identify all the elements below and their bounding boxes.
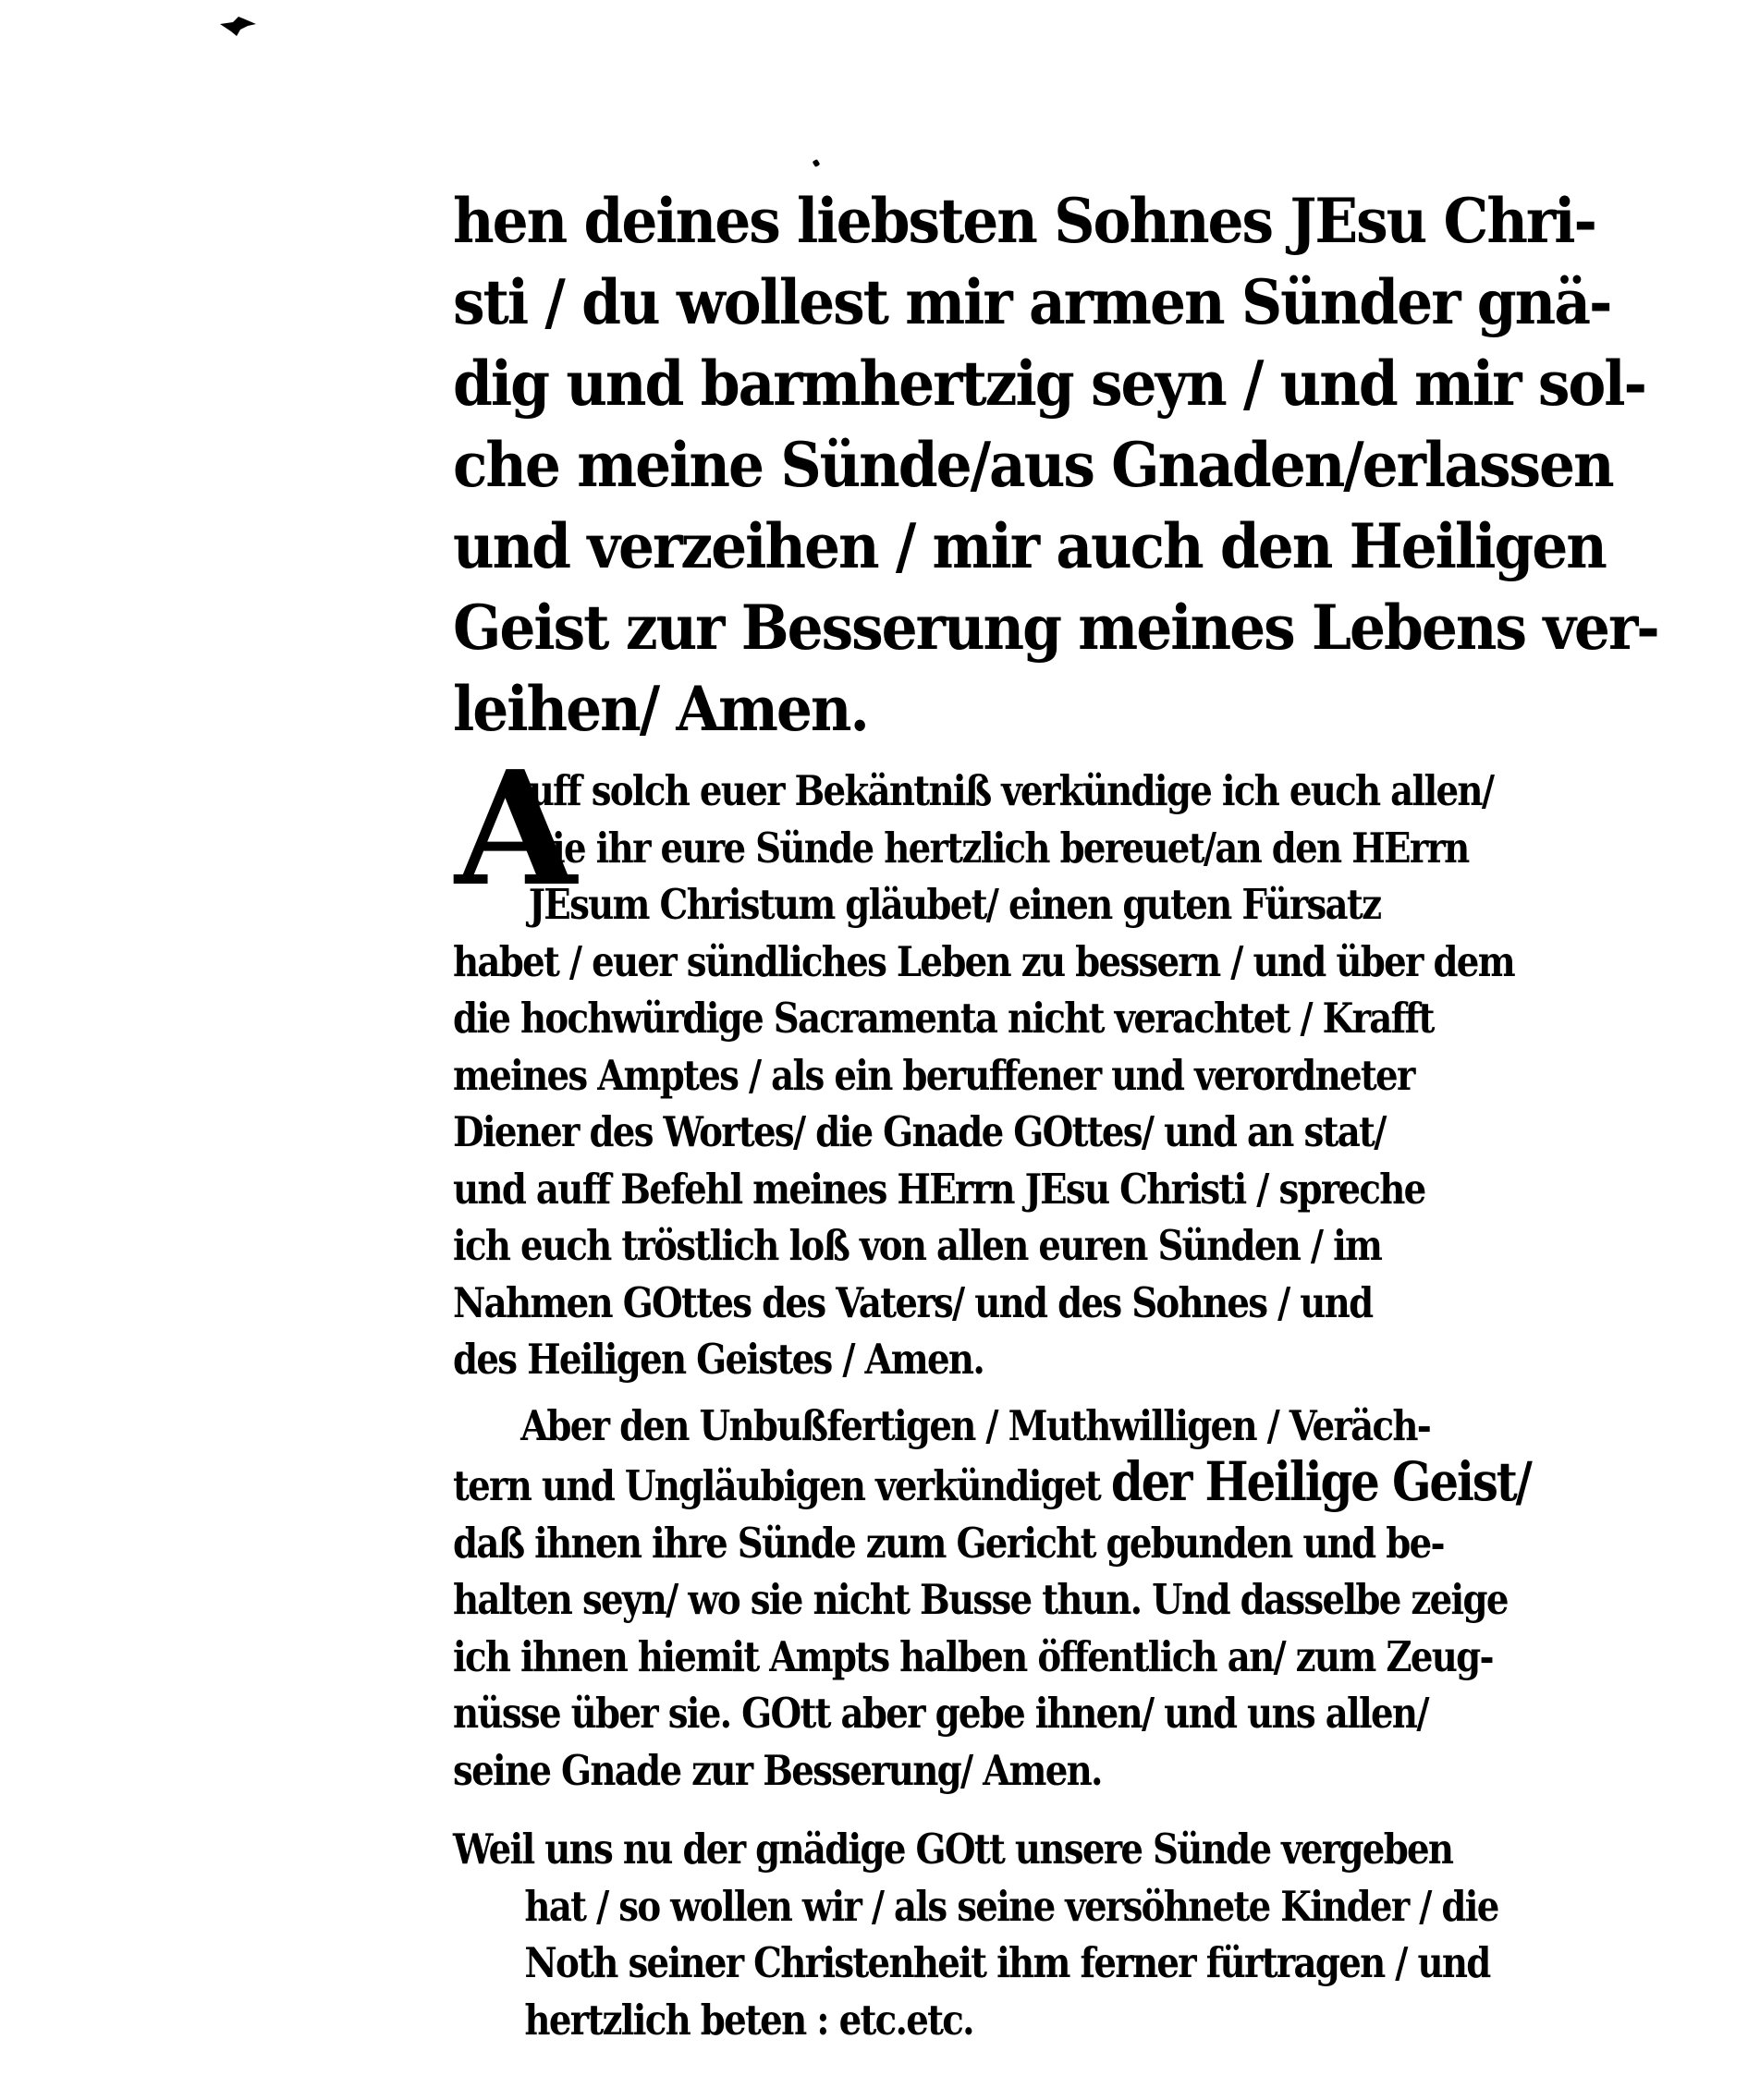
prayer-ending-block <box>453 180 1658 750</box>
document-page <box>453 180 1658 2048</box>
retention-line: daß ihnen ihre Sünde zum Gericht gebunden und be- <box>453 1518 1444 1568</box>
prayer-line: hen deines liebsten Sohnes JEsu Chri- <box>453 185 1595 257</box>
absolution-line: des Heiligen Geistes / Amen. <box>453 1335 984 1384</box>
prayer-line: leihen/ Amen. <box>453 673 868 745</box>
absolution-line: und auff Befehl meines HErrn JEsu Christi / spreche <box>453 1164 1425 1214</box>
prayer-line: und verzeihen / mir auch den Heiligen <box>453 510 1606 582</box>
prayer-line: sti / du wollest mir armen Sünder gnä- <box>453 266 1611 338</box>
transition-line: Weil uns nu der gnädige GOtt unsere Sünde vergeben <box>453 1825 1453 1874</box>
absolution-paragraph <box>453 737 1636 1388</box>
absolution-line: Diener des Wortes/ die Gnade GOttes/ und an stat/ <box>453 1107 1386 1156</box>
transition-line: hat / so wollen wir / als seine versöhnete Kinder / die <box>524 1881 1498 1931</box>
prayer-line: che meine Sünde/aus Gnaden/erlassen <box>453 429 1613 501</box>
absolution-line: habet / euer sündliches Leben zu bessern / und über dem <box>453 936 1514 986</box>
retention-line: seine Gnade zur Besserung/ Amen. <box>453 1745 1102 1795</box>
transition-line: Noth seiner Christenheit ihm ferner fürtragen / und <box>524 1938 1490 1987</box>
retention-line: nüsse über sie. GOtt aber gebe ihnen/ und uns allen/ <box>453 1689 1428 1738</box>
retention-line: halten seyn/ wo sie nicht Busse thun. Und dasselbe zeige <box>453 1575 1508 1624</box>
absolution-line: die hochwürdige Sacramenta nicht verachtet / Krafft <box>453 994 1434 1043</box>
prayer-line: Geist zur Besserung meines Lebens ver- <box>453 592 1658 664</box>
prayer-line: dig und barmhertzig seyn / und mir sol- <box>453 348 1645 420</box>
retention-line: Aber den Unbußfertigen / Muthwilligen / Veräch- <box>520 1400 1431 1450</box>
absolution-line: meines Amptes / als ein beruffener und verordneter <box>453 1050 1414 1100</box>
drop-cap-letter: A <box>455 737 577 922</box>
absolution-line: ich euch tröstlich loß von allen euren Sünden / im <box>453 1221 1382 1270</box>
printer-fleuron-icon <box>220 17 257 37</box>
transition-line: hertzlich beten : etc.etc. <box>524 1995 973 2045</box>
retention-line-text: tern und Ungläubigen verkündiget <box>453 1461 1111 1510</box>
absolution-line: Nahmen GOttes des Vaters/ und des Sohnes / und <box>453 1277 1373 1327</box>
retention-paragraph <box>453 1398 1636 1800</box>
retention-line <box>453 1450 1531 1515</box>
absolution-line: die ihr eure Sünde hertzlich bereuet/an den HErrn <box>528 823 1469 873</box>
absolution-line: JEsum Christum gläubet/ einen guten Fürsatz <box>528 880 1381 929</box>
retention-line: ich ihnen hiemit Ampts halben öffentlich an/ zum Zeug- <box>453 1631 1493 1681</box>
transition-paragraph <box>453 1821 1636 2048</box>
holy-spirit-emphasis: der Heilige Geist/ <box>1110 1450 1531 1513</box>
ink-speck-icon <box>813 159 821 167</box>
absolution-line: uff solch euer Bekäntniß verkündige ich euch allen/ <box>528 766 1494 815</box>
